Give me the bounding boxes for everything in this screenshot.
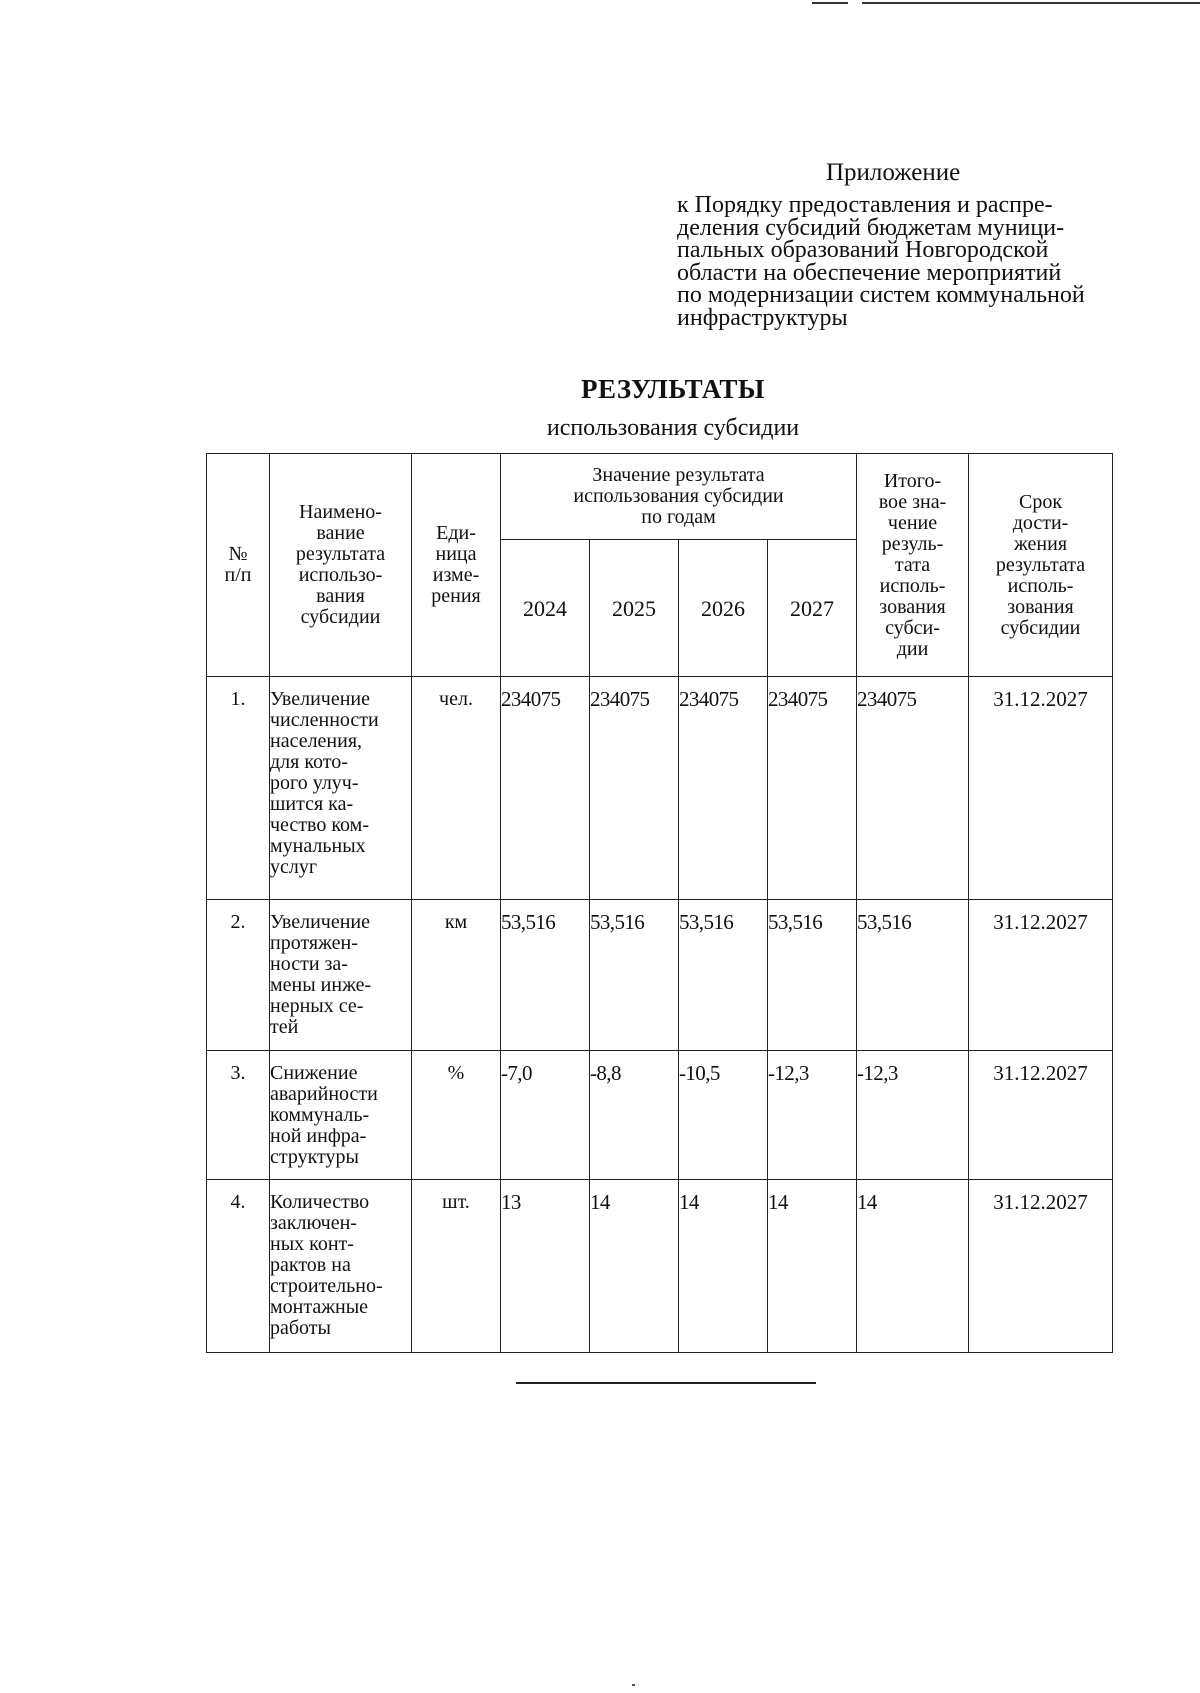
row-result-name (270, 677, 412, 900)
header-unit-line: рения (431, 585, 481, 607)
header-deadline-line: жения (1013, 532, 1068, 555)
row-name-line: коммуналь- (270, 1104, 370, 1126)
header-values-line: по годам (641, 506, 716, 528)
header-total-line: резуль- (881, 532, 944, 555)
appendix-reference-line: пальных образований Новгородской (677, 237, 1049, 263)
row-number: 1. (207, 677, 270, 900)
row-name-line: мунальных (270, 835, 366, 857)
row-unit: чел. (412, 677, 501, 900)
table-row (207, 900, 1113, 1051)
value-text: 234075 (679, 687, 739, 711)
header-total-line: зования (879, 595, 946, 618)
row-number: 4. (207, 1180, 270, 1353)
header-result-name (270, 454, 412, 677)
results-table (206, 453, 1113, 1353)
header-name-line: субсидии (300, 606, 381, 628)
appendix-reference-line: области на обеспечение мероприятий (677, 259, 1062, 286)
row-value-2024 (501, 1180, 590, 1353)
header-deadline-line: Срок (1018, 490, 1063, 513)
row-name-line: рактов на (270, 1254, 351, 1276)
row-value-2027 (768, 1051, 857, 1180)
row-name-line: чество ком- (270, 814, 369, 836)
row-name-line: для кото- (270, 751, 348, 773)
header-name-line: вания (316, 585, 365, 607)
header-deadline-line: результата (995, 553, 1086, 576)
value-text: 53,516 (501, 910, 556, 934)
row-deadline (969, 677, 1113, 900)
top-edge-rule (812, 2, 848, 4)
row-name-line: ной инфра- (270, 1125, 367, 1147)
header-name-line: использо- (298, 564, 383, 586)
row-name-line: структуры (270, 1146, 359, 1168)
value-text: 53,516 (590, 910, 645, 934)
header-deadline-line: исполь- (1007, 574, 1074, 597)
header-unit (412, 454, 501, 677)
row-deadline (969, 1051, 1113, 1180)
header-name-line: результата (295, 543, 386, 565)
row-value-2025 (590, 900, 679, 1051)
header-unit-line: Еди- (436, 522, 476, 544)
value-text: -12,3 (768, 1061, 809, 1085)
row-value-2026 (679, 1180, 768, 1353)
appendix-reference-line: к Порядку предоставления и распре- (677, 192, 1053, 218)
top-edge-rule (862, 2, 1200, 4)
row-value-2027 (768, 677, 857, 900)
row-value-2025 (590, 1180, 679, 1353)
scan-speck (632, 1684, 635, 1686)
header-year-2025: 2025 (590, 540, 679, 677)
row-value-2027 (768, 900, 857, 1051)
deadline-text: 31.12.2027 (993, 1061, 1088, 1085)
row-name-line: шится ка- (270, 793, 354, 815)
row-name-line: работы (270, 1317, 331, 1339)
header-number-line: № (228, 543, 248, 565)
value-text: -12,3 (857, 1061, 898, 1085)
row-name-line: протяжен- (270, 932, 358, 954)
row-name-line: заключен- (270, 1212, 357, 1234)
appendix-reference-line: деления субсидий бюджетам муници- (677, 214, 1065, 241)
header-total-line: исполь- (879, 574, 946, 597)
value-text: 14 (768, 1190, 788, 1214)
header-total-line: чение (887, 511, 938, 534)
header-unit-line: изме- (432, 564, 480, 586)
row-deadline (969, 1180, 1113, 1353)
header-total-value (857, 454, 969, 677)
header-number (207, 454, 270, 677)
row-name-line: тей (270, 1016, 299, 1038)
header-total-line: вое зна- (878, 490, 947, 513)
deadline-text: 31.12.2027 (993, 1190, 1088, 1214)
header-total-line: субси- (885, 616, 940, 639)
table-row (207, 1051, 1113, 1180)
row-unit: км (412, 900, 501, 1051)
row-name-line: нерных се- (270, 995, 364, 1017)
value-text: 234075 (857, 687, 917, 711)
value-text: 53,516 (857, 910, 912, 934)
row-number: 2. (207, 900, 270, 1051)
row-total-value (857, 1051, 969, 1180)
row-name-line: услуг (270, 856, 318, 878)
row-name-line: строительно- (270, 1275, 383, 1297)
appendix-label: Приложение (826, 159, 961, 186)
row-total-value (857, 900, 969, 1051)
row-name-line: монтажные (270, 1296, 369, 1318)
row-name-line: рого улуч- (270, 772, 359, 794)
row-total-value (857, 1180, 969, 1353)
row-value-2026 (679, 1051, 768, 1180)
value-text: 234075 (768, 687, 828, 711)
value-text: -10,5 (679, 1061, 720, 1085)
header-number-line: п/п (224, 564, 252, 586)
appendix-reference (677, 194, 1137, 329)
appendix-reference-line: инфраструктуры (677, 304, 848, 331)
row-name-line: Снижение (270, 1062, 358, 1084)
row-value-2026 (679, 677, 768, 900)
value-text: 53,516 (768, 910, 823, 934)
row-name-line: населения, (270, 730, 363, 752)
value-text: 53,516 (679, 910, 734, 934)
row-value-2026 (679, 900, 768, 1051)
row-result-name (270, 900, 412, 1051)
value-text: 14 (857, 1190, 877, 1214)
value-text: -8,8 (590, 1061, 621, 1085)
row-result-name (270, 1180, 412, 1353)
row-value-2024 (501, 677, 590, 900)
row-value-2025 (590, 677, 679, 900)
header-values-by-year (501, 454, 857, 540)
row-value-2024 (501, 900, 590, 1051)
header-deadline-line: зования (1007, 595, 1074, 618)
header-year-2027: 2027 (768, 540, 857, 677)
end-of-document-rule (516, 1382, 816, 1384)
header-deadline-line: дости- (1012, 511, 1069, 534)
row-result-name (270, 1051, 412, 1180)
header-total-line: тата (894, 553, 931, 576)
row-name-line: Количество (270, 1191, 370, 1213)
row-unit: шт. (412, 1180, 501, 1353)
header-year-2024: 2024 (501, 540, 590, 677)
row-name-line: Увеличение (270, 911, 371, 933)
header-year-2026: 2026 (679, 540, 768, 677)
row-value-2027 (768, 1180, 857, 1353)
value-text: 234075 (501, 687, 561, 711)
value-text: 234075 (590, 687, 650, 711)
table-row (207, 677, 1113, 900)
row-unit: % (412, 1051, 501, 1180)
header-name-line: вание (316, 522, 365, 544)
row-value-2025 (590, 1051, 679, 1180)
value-text: -7,0 (501, 1061, 532, 1085)
document-subtitle: использования субсидии (546, 415, 800, 441)
deadline-text: 31.12.2027 (993, 910, 1088, 934)
header-deadline-line: субсидии (1000, 616, 1081, 639)
header-unit-line: ница (435, 543, 477, 565)
table-row (207, 1180, 1113, 1353)
header-total-line: Итого- (883, 469, 942, 492)
row-name-line: ности за- (270, 953, 348, 975)
row-name-line: аварийности (270, 1083, 378, 1105)
row-name-line: ных конт- (270, 1233, 354, 1255)
appendix-reference-line: по модернизации систем коммунальной (677, 282, 1085, 308)
row-value-2024 (501, 1051, 590, 1180)
header-name-line: Наимено- (299, 501, 382, 523)
row-total-value (857, 677, 969, 900)
row-name-line: Увеличение (270, 688, 371, 710)
header-total-line: дии (896, 637, 929, 660)
row-number: 3. (207, 1051, 270, 1180)
value-text: 13 (501, 1190, 521, 1214)
deadline-text: 31.12.2027 (993, 687, 1088, 711)
header-deadline (969, 454, 1113, 677)
header-values-line: использования субсидии (573, 485, 784, 507)
row-name-line: мены инже- (270, 974, 372, 996)
value-text: 14 (590, 1190, 610, 1214)
header-values-line: Значение результата (592, 464, 765, 486)
row-name-line: численности (270, 709, 379, 731)
document-title: РЕЗУЛЬТАТЫ (581, 374, 765, 404)
value-text: 14 (679, 1190, 699, 1214)
row-deadline (969, 900, 1113, 1051)
